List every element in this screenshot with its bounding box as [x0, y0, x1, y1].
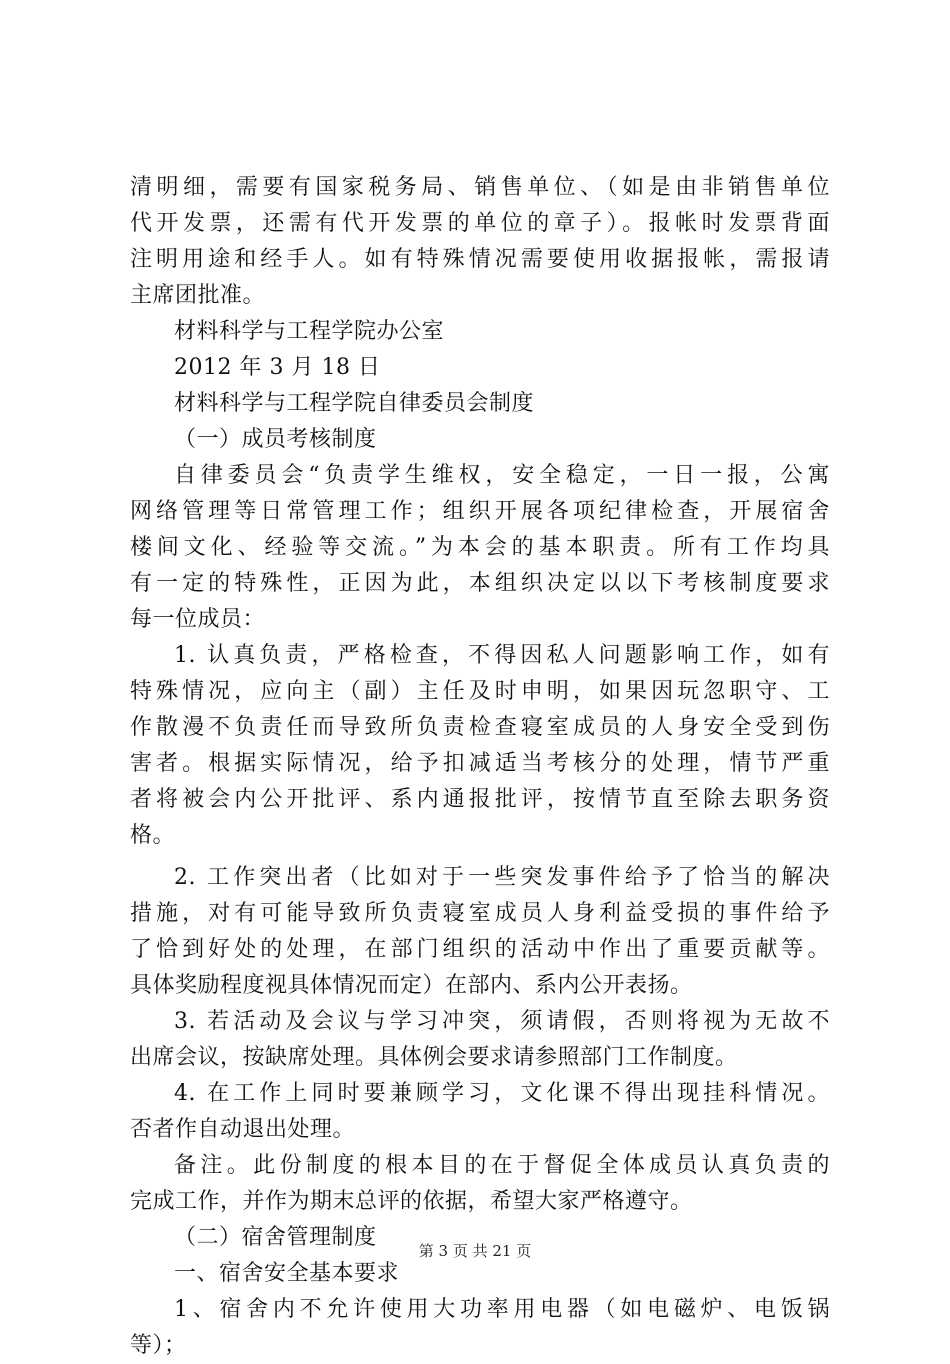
- list-item-start: 2. 工作突出者（比如对于一些突发事件给予了恰当的解决: [174, 865, 830, 890]
- text-line: 格。: [130, 823, 176, 848]
- section-title: 材料科学与工程学院自律委员会制度: [174, 391, 535, 416]
- text-line: 注明用途和经手人。如有特殊情况需要使用收据报帐，需报请: [130, 247, 830, 272]
- text-line: 网络管理等日常管理工作；组织开展各项纪律检查，开展宿舍: [130, 499, 830, 524]
- list-item-start: 4. 在工作上同时要兼顾学习，文化课不得出现挂科情况。: [174, 1081, 830, 1106]
- text-line: 清明细，需要有国家税务局、销售单位、（如是由非销售单位: [130, 175, 830, 200]
- list-item-start: 1. 认真负责，严格检查，不得因私人问题影响工作，如有: [174, 643, 830, 668]
- text-line: 出席会议，按缺席处理。具体例会要求请参照部门工作制度。: [130, 1045, 738, 1070]
- text-line: 楼间文化、经验等交流。”为本会的基本职责。所有工作均具: [130, 535, 830, 560]
- text-line: 措施，对有可能导致所负责寝室成员人身利益受损的事件给予: [130, 901, 830, 926]
- text-line: 者将被会内公开批评、系内通报批评，按情节直至除去职务资: [130, 787, 830, 812]
- text-line: 代开发票，还需有代开发票的单位的章子）。报帐时发票背面: [130, 211, 830, 236]
- text-line: 否者作自动退出处理。: [130, 1117, 356, 1142]
- text-line: 主席团批准。: [130, 283, 266, 308]
- signature-date: 2012 年 3 月 18 日: [174, 355, 381, 380]
- text-line: 作散漫不负责任而导致所负责检查寝室成员的人身安全受到伤: [130, 715, 830, 740]
- text-line: 具体奖励程度视具体情况而定）在部内、系内公开表扬。: [130, 973, 693, 998]
- document-body: [130, 170, 830, 1364]
- page-footer: [0, 1240, 950, 1262]
- text-line: 等）；: [130, 1333, 187, 1358]
- list-item-start: 1、宿舍内不允许使用大功率用电器（如电磁炉、电饭锅: [174, 1297, 830, 1322]
- text-line: 每一位成员：: [130, 607, 266, 632]
- subsection-heading: 一、宿舍安全基本要求: [174, 1261, 400, 1286]
- text-line: 了恰到好处的处理，在部门组织的活动中作出了重要贡献等。: [130, 937, 830, 962]
- subsection-heading: （一）成员考核制度: [174, 427, 377, 452]
- note-start: 备注。此份制度的根本目的在于督促全体成员认真负责的: [174, 1153, 830, 1178]
- text-line: 自律委员会“负责学生维权，安全稳定，一日一报，公寓: [174, 463, 830, 488]
- text-line: 害者。根据实际情况，给予扣减适当考核分的处理，情节严重: [130, 751, 830, 776]
- signature-office: 材料科学与工程学院办公室: [174, 319, 445, 344]
- text-line: 有一定的特殊性，正因为此，本组织决定以以下考核制度要求: [130, 571, 830, 596]
- text-line: 完成工作，并作为期末总评的依据，希望大家严格遵守。: [130, 1189, 693, 1214]
- subsection-heading: （二）宿舍管理制度: [174, 1225, 377, 1250]
- page-number: 第 3 页 共 21 页: [418, 1242, 532, 1260]
- list-item-start: 3. 若活动及会议与学习冲突，须请假，否则将视为无故不: [174, 1009, 830, 1034]
- text-line: 特殊情况，应向主（副）主任及时申明，如果因玩忽职守、工: [130, 679, 830, 704]
